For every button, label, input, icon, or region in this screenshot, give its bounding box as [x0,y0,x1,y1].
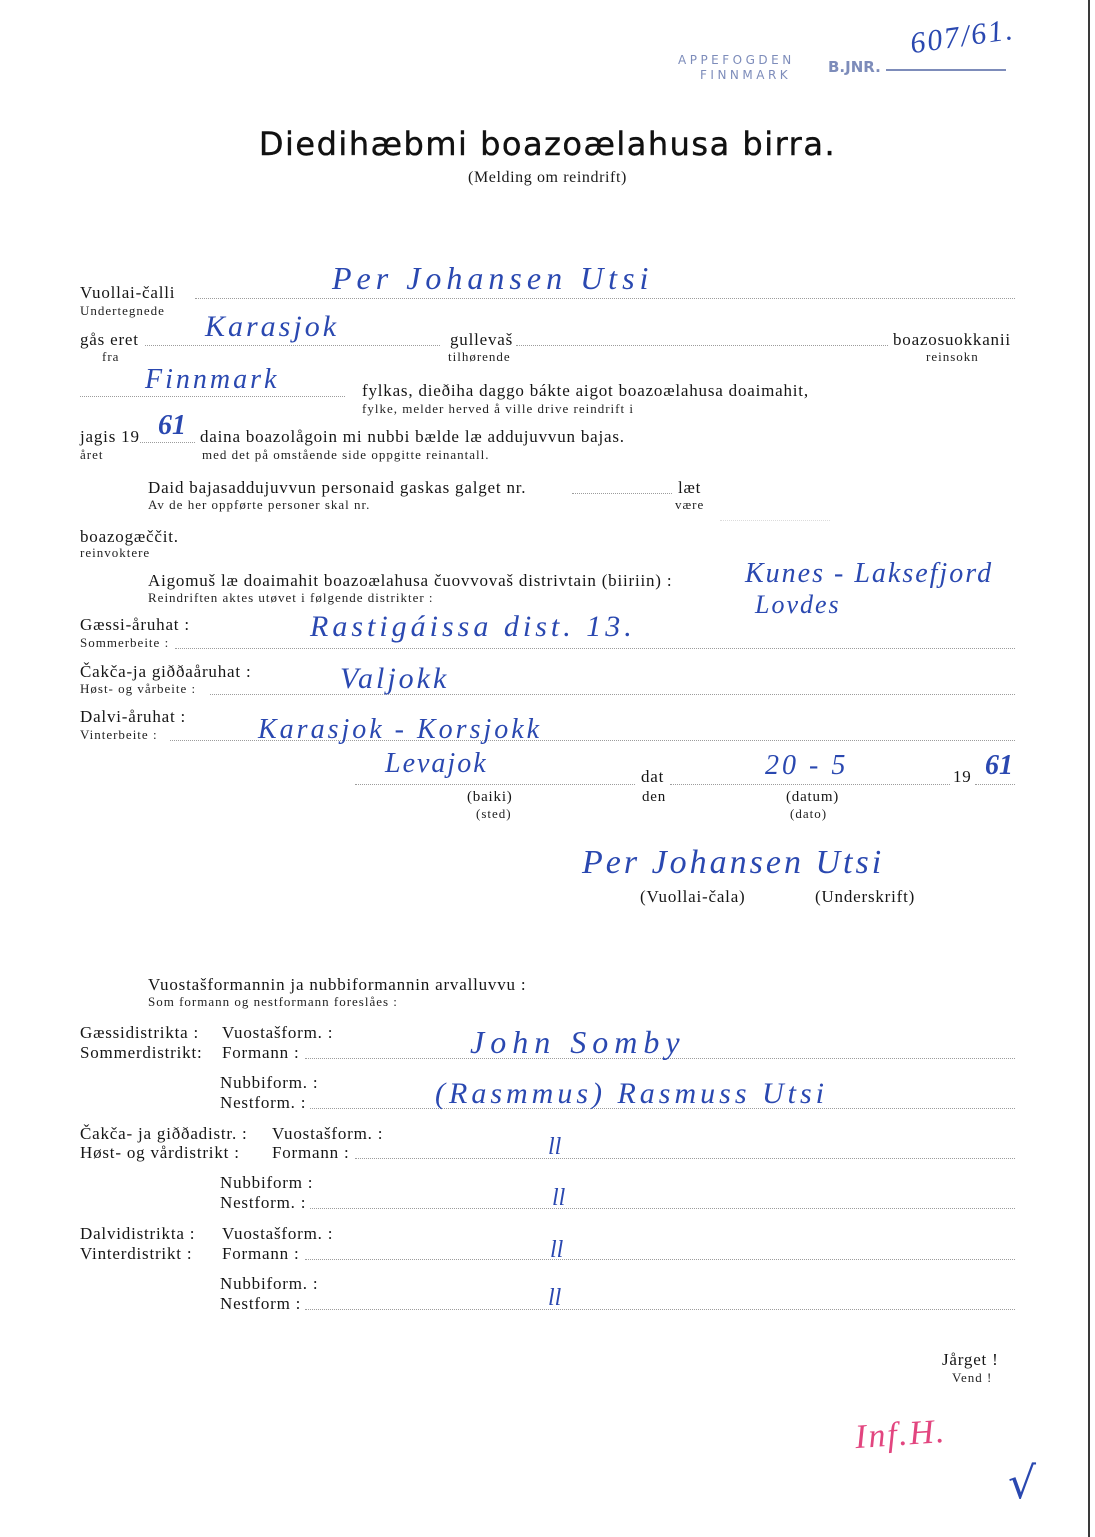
spring-autumn-pasture-value: Valjokk [340,662,450,695]
document-title: Diedihæbmi boazoælahusa birra. [258,125,837,163]
vice-label: Nubbiform. : [220,1073,319,1092]
spring-autumn-pasture-line [210,694,1015,695]
county-statement: fylkas, dieðiha daggo bákte aigot boazoælahusa doaimahit, [362,381,809,400]
chair-label-translation: Formann : [222,1043,300,1062]
date-year-value: 61 [985,750,1013,781]
summer-pasture-translation: Sommerbeite : [80,635,170,650]
year-field-line [140,442,195,443]
herders-be-label: læt [678,478,702,497]
year-value: 61 [158,410,186,441]
origin-from-translation: fra [102,349,120,364]
county-field-line [80,396,345,397]
declarant-label-translation: Undertegnede [80,303,165,318]
journal-number: 607/61. [908,12,1017,61]
origin-parish-translation: reinsokn [926,349,979,364]
chair-label: Vuostašform. : [222,1224,334,1243]
faint-dotted-mark [720,520,830,521]
vice-label: Nubbiform. : [220,1274,319,1293]
chair-line [305,1259,1015,1260]
herders-statement: Daid bajasaddujuvvun personaid gaskas galget nr. [148,478,527,497]
summer-pasture-line [175,648,1015,649]
signature-caption-translation: (Underskrift) [815,887,916,906]
check-mark-icon: √ [1008,1458,1037,1509]
handwritten-initials: Inf.H. [853,1412,948,1457]
herders-role-translation: reinvoktere [80,545,151,560]
date-caption-translation: (dato) [790,806,828,821]
vice-label: Nubbiform : [220,1173,314,1192]
place-caption-translation: (sted) [476,806,512,821]
chair-label-translation: Formann : [222,1244,300,1263]
place-line [355,784,635,785]
districts-statement: Aigomuš læ doaimahit boazoælahusa čuovvovaš distrivtain (biiriin) : [148,571,673,590]
turn-page-note: Jårget ! [942,1350,999,1369]
chair-value: John Somby [470,1024,686,1060]
origin-belonging-translation: tilhørende [448,349,511,364]
chair-label-translation: Formann : [272,1143,350,1162]
origin-parish-label: boazosuokkanii [893,330,1011,349]
chair-line [355,1158,1015,1159]
vice-label-translation: Nestform. : [220,1093,307,1112]
winter-pasture-translation: Vinterbeite : [80,727,158,742]
vice-line [310,1208,1015,1209]
county-value: Finnmark [145,364,280,395]
signature-caption: (Vuollai-čala) [640,887,746,906]
stamp-office-line: APPEFOGDEN [678,53,795,67]
date-value: 20 - 5 [765,750,849,781]
vice-line [305,1309,1015,1310]
stamp-journal-line [886,69,1006,71]
winter-pasture-label: Dalvi-åruhat : [80,707,187,726]
turn-page-note-translation: Vend ! [952,1370,993,1385]
district-label-translation: Vinterdistrikt : [80,1244,193,1263]
document-subtitle: (Melding om reindrift) [468,169,627,186]
declarant-label: Vuollai-čalli [80,283,176,302]
vice-value: (Rasmmus) Rasmuss Utsi [435,1077,829,1110]
date-year-line [975,784,1015,785]
vice-label-translation: Nestform : [220,1294,302,1313]
vice-value-ditto: ll [552,1185,566,1211]
place-caption: (baiki) [467,789,513,805]
herders-be-translation: være [675,497,705,512]
summer-pasture-label: Gæssi-åruhat : [80,615,190,634]
date-line [670,784,950,785]
districts-value-line1: Kunes - Laksefjord [745,558,994,589]
spring-autumn-pasture-translation: Høst- og vårbeite : [80,681,197,696]
county-statement-translation: fylke, melder herved å ville drive reindrift i [362,401,634,416]
chair-value-ditto: ll [550,1237,564,1263]
winter-pasture-value: Karasjok - Korsjokk [258,714,543,745]
date-label: dat [641,767,665,786]
date-label-translation: den [642,789,667,805]
origin-from-line [145,345,440,346]
origin-from-label: gås eret [80,330,139,349]
nominations-intro: Vuostašformannin ja nubbiformannin arvalluvvu : [148,975,527,994]
spring-autumn-pasture-label: Čakča-ja giððaåruhat : [80,662,252,681]
origin-belonging-label: gullevaš [450,330,514,349]
signature: Per Johansen Utsi [582,844,885,881]
district-label: Čakča- ja giððadistr. : [80,1124,248,1143]
scan-page-edge [1088,0,1090,1537]
districts-statement-translation: Reindriften aktes utøvet i følgende distrikter : [148,590,434,605]
year-statement: daina boazolågoin mi nubbi bælde læ addujuvvun bajas. [200,427,625,446]
district-label: Gæssidistrikta : [80,1023,200,1042]
origin-from-value: Karasjok [205,310,340,343]
chair-label: Vuostašform. : [222,1023,334,1042]
summer-pasture-value: Rastigáissa dist. 13. [310,610,636,643]
districts-value-line2: Lovdes [755,590,841,619]
chair-label: Vuostašform. : [272,1124,384,1143]
year-label: jagis 19 [80,427,140,446]
district-label: Dalvidistrikta : [80,1224,196,1243]
district-label-translation: Høst- og vårdistrikt : [80,1143,240,1162]
herders-role: boazogæččit. [80,527,179,546]
year-statement-translation: med det på omstående side oppgitte reinantall. [202,447,490,462]
declarant-field-line [195,298,1015,299]
year-label-translation: året [80,447,104,462]
stamp-journal-label: B.JNR. [828,58,881,76]
district-label-translation: Sommerdistrikt: [80,1043,203,1062]
herders-statement-translation: Av de her oppførte personer skal nr. [148,497,371,512]
vice-label-translation: Nestform. : [220,1193,307,1212]
date-caption: (datum) [786,789,840,805]
date-year-prefix: 19 [953,767,972,786]
place-value: Levajok [385,748,488,779]
herders-number-line [572,493,672,494]
stamp-county-line: FINNMARK [700,68,792,82]
chair-value-ditto: ll [548,1134,562,1160]
vice-value-ditto: ll [548,1285,562,1311]
nominations-intro-translation: Som formann og nestformann foreslåes : [148,994,398,1009]
origin-belonging-line [516,345,888,346]
declarant-name: Per Johansen Utsi [332,260,654,296]
